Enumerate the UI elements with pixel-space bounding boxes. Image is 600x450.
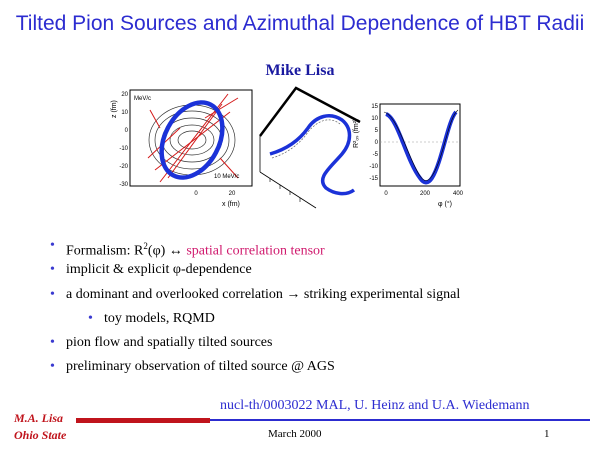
footer-blue-rule [210, 419, 590, 421]
figure-left-ytick: -10 [119, 146, 128, 152]
figure-right-ytick: -10 [369, 164, 378, 170]
bullet-dot-icon: • [50, 238, 55, 253]
bullet-item: • preliminary observation of tilted source @ AGS [50, 355, 590, 379]
reference-citation: nucl-th/0003022 MAL, U. Heinz and U.A. Wiedemann [220, 398, 530, 413]
figure-right-ytick: -15 [369, 176, 378, 182]
page-number: 1 [544, 428, 550, 440]
figure-left-ytick: 20 [121, 92, 128, 98]
radius-vs-phi-figure [352, 100, 464, 210]
figure-left-ytick: -20 [119, 164, 128, 170]
figure-left-xlabel: x (fm) [222, 201, 240, 208]
affiliation [14, 410, 66, 444]
source-distribution-figure [110, 88, 255, 212]
slide-title: Tilted Pion Sources and Azimuthal Dependence of HBT Radii [15, 12, 585, 35]
figure-right-xtick: 200 [419, 191, 431, 197]
bullet-item: • implicit & explicit φ-dependence [50, 258, 590, 282]
bullet-dot-icon: • [50, 335, 55, 351]
bullet-item: • Formalism: $R^2(\varphi)$ ↔ spatial correlation tensor [50, 234, 590, 258]
figure-left-xtick: 0 [194, 191, 198, 197]
figure-left-ytick: -30 [119, 182, 128, 188]
figure-right-ylabel: R²ₒₛ (fm²) [353, 118, 360, 148]
figure-right-xlabel: φ (°) [438, 201, 452, 208]
figure-left-label-top: MeV/c [134, 96, 152, 102]
figure-right-ytick: 15 [371, 104, 378, 110]
bullet-dot-icon: • [50, 359, 55, 375]
author-name: Mike Lisa [265, 62, 335, 79]
bullet-dot-icon: • [50, 286, 55, 302]
bullet-dot-icon: • [88, 310, 93, 326]
slide-date: March 2000 [268, 428, 322, 440]
figure-left-xtick: 20 [228, 191, 236, 197]
figure-right-ytick: 10 [371, 116, 378, 122]
figure-right-ytick: -5 [372, 152, 378, 158]
bullet-dot-icon: • [50, 262, 55, 278]
figure-right-ytick: 5 [374, 128, 378, 134]
bullet-item: • pion flow and spatially tilted sources [50, 331, 590, 355]
figure-left-ylabel: z (fm) [111, 100, 118, 118]
figure-right-xtick: 0 [384, 191, 388, 197]
figure-left-ytick: 0 [124, 128, 128, 134]
affiliation-name: M.A. Lisa [14, 411, 64, 425]
bullet-item: • a dominant and overlooked correlation → striking experimental signal [50, 283, 590, 307]
affiliation-place: Ohio State [14, 428, 67, 442]
oscillation-surface-figure [256, 84, 366, 210]
figure-right-xtick: 400 [452, 191, 464, 197]
footer-red-rule [76, 418, 210, 423]
sub-bullet-item: • toy models, RQMD [88, 307, 590, 331]
figure-right-ytick: 0 [374, 140, 378, 146]
bullet-list [50, 234, 590, 380]
figure-left-ytick: 10 [121, 110, 128, 116]
figure-left-label-bottom: 10 MeV/c [214, 174, 240, 180]
